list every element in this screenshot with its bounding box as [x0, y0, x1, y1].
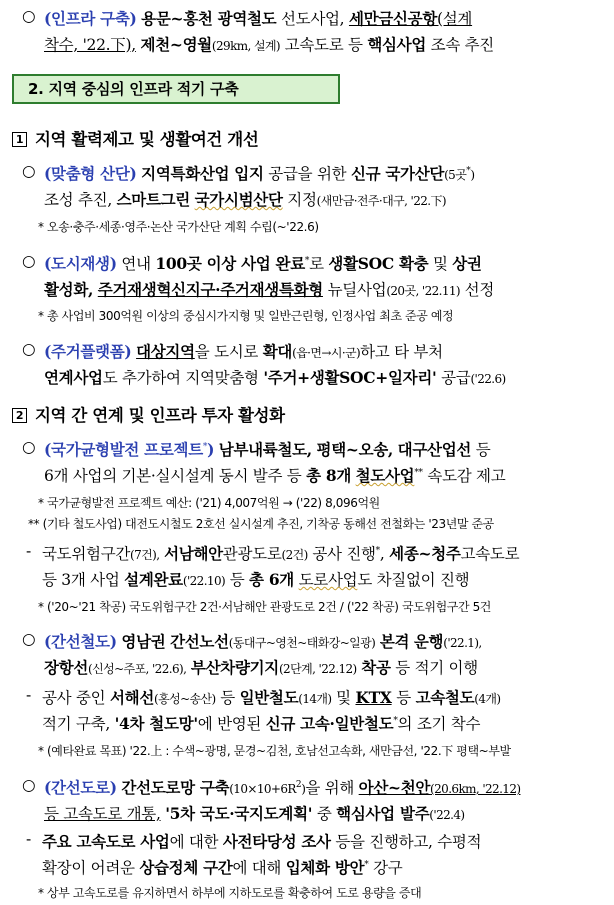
- dash1-line1: 국도위험구간(7건), 서남해안관광도로(2건) 공사 진행*, 세종~청주고속도로: [42, 544, 520, 563]
- section-title: 2. 지역 중심의 인프라 적기 구축: [28, 80, 239, 98]
- dash-bullet: -: [26, 830, 32, 848]
- block3-line1: (주거플랫폼) 대상지역을 도시로 확대(읍·면→시·군)하고 타 부처: [44, 342, 443, 361]
- block0-line2: 착수, '22.下), 제천~영월(29km, 설계) 고속도로 등 핵심사업 조속 추진: [44, 35, 494, 54]
- block1-note: * 오송·충주·세종·영주·논산 국가산단 계획 수립(~'22.6): [38, 220, 319, 234]
- dash1-note: * ('20~'21 착공) 국도위험구간 2건·서남해안 관광도로 2건 / ('22 착공) 국도위험구간 5건: [38, 600, 491, 614]
- block1-line1: (맞춤형 산단) 지역특화산업 입지 공급을 위한 신규 국가산단(5곳*): [44, 164, 475, 183]
- circle-bullet: ○: [22, 252, 36, 270]
- block3-line2: 연계사업도 추가하여 지역맞춤형 '주거+생활SOC+일자리' 공급('22.6): [44, 368, 506, 387]
- subheading-2: 2 지역 간 연계 및 인프라 투자 활성화: [12, 402, 285, 426]
- circle-bullet: ○: [22, 340, 36, 358]
- block2-line2: 활성화, 주거재생혁신지구·주거재생특화형 뉴딜사업(20곳, '22.11) 선정: [44, 280, 495, 299]
- dash3-note: * 상부 고속도로를 유지하면서 하부에 지하도로를 확충하여 도로 용량을 증대: [38, 886, 422, 900]
- section-title-box: [12, 74, 340, 104]
- circle-bullet: ○: [22, 630, 36, 648]
- dash2-note: * (예타완료 목표) '22.上 : 수색~광명, 문경~김천, 호남선고속화, 새만금선, '22.下 평택~부발: [38, 744, 511, 758]
- block4-line1: (국가균형발전 프로젝트*) 남부내륙철도, 평택~오송, 대구산업선 등: [44, 440, 491, 459]
- circle-bullet: ○: [22, 438, 36, 456]
- block4-note2: ** (기타 철도사업) 대전도시철도 2호선 실시설계 추진, 기착공 동해선 전철화는 '23년말 준공: [28, 517, 494, 531]
- block1-line2: 조성 추진, 스마트그린 국가시범산단 지정(새만금·전주·대구, '22.下): [44, 190, 447, 209]
- block6-line2: 등 고속도로 개통, '5차 국도·국지도계획' 중 핵심사업 발주('22.4): [44, 804, 465, 823]
- circle-bullet: ○: [22, 162, 36, 180]
- subheading-1: 1 지역 활력제고 및 생활여건 개선: [12, 126, 258, 150]
- block5-line2: 장항선(신성~주포, '22.6), 부산차량기지(2단계, '22.12) 착공 등 적기 이행: [44, 658, 478, 677]
- block4-line2: 6개 사업의 기본·실시설계 동시 발주 등 총 8개 철도사업** 속도감 제고: [44, 466, 506, 485]
- dash-bullet: -: [26, 686, 32, 704]
- boxed-number: 2: [12, 408, 27, 423]
- block5-line1: (간선철도) 영남권 간선노선(동대구~영천~태화강~일광) 본격 운행('22.1),: [44, 632, 482, 651]
- block0-line1: (인프라 구축) 용문~홍천 광역철도 선도사업, 세만금신공항(설계: [44, 9, 473, 28]
- block2-line1: (도시재생) 연내 100곳 이상 사업 완료*로 생활SOC 확충 및 상권: [44, 254, 482, 273]
- dash1-line2: 등 3개 사업 설계완료('22.10) 등 총 6개 도로사업도 차질없이 진행: [42, 570, 470, 589]
- block4-note1: * 국가균형발전 프로젝트 예산: ('21) 4,007억원 → ('22) 8,096억원: [38, 496, 380, 510]
- dash2-line2: 적기 구축, '4차 철도망'에 반영된 신규 고속·일반철도*의 조기 착수: [42, 714, 481, 733]
- circle-bullet: ○: [22, 7, 36, 25]
- dash2-line1: 공사 중인 서해선(홍성~송산) 등 일반철도(14개) 및 KTX 등 고속철도(4개): [42, 688, 501, 707]
- dash3-line2: 확장이 어려운 상습정체 구간에 대해 입체화 방안* 강구: [42, 858, 403, 877]
- dash-bullet: -: [26, 542, 32, 560]
- circle-bullet: ○: [22, 776, 36, 794]
- dash3-line1: 주요 고속도로 사업에 대한 사전타당성 조사 등을 진행하고, 수평적: [42, 832, 482, 851]
- block6-line1: (간선도로) 간선도로망 구축$(10\times 10+6R^2)$을 위해 아산~천안(20.6km, '22.12): [44, 778, 521, 797]
- boxed-number: 1: [12, 132, 27, 147]
- block2-note: * 총 사업비 300억원 이상의 중심시가지형 및 일반근린형, 인정사업 최초 준공 예정: [38, 309, 454, 323]
